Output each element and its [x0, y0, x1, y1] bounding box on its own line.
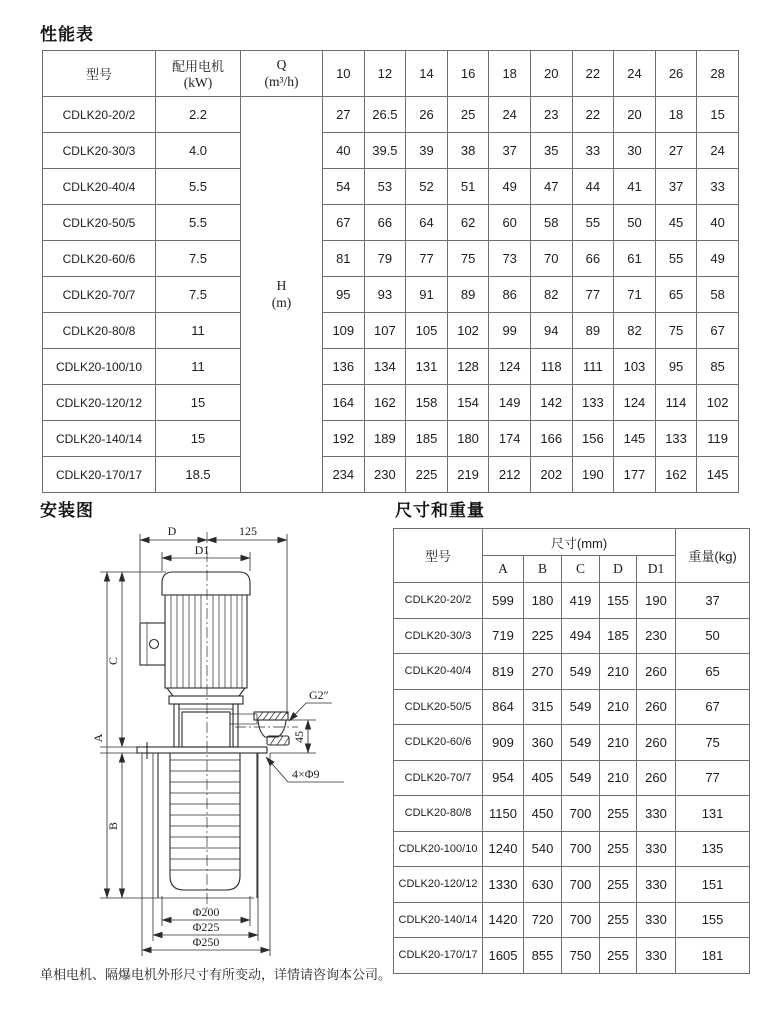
- dim-value-cell: 855: [524, 938, 562, 974]
- dim-value-cell: 230: [637, 618, 676, 654]
- dim-value-cell: 1240: [483, 831, 524, 867]
- dim-value-cell: 1150: [483, 796, 524, 832]
- dim-value-cell: 405: [524, 760, 562, 796]
- performance-row: [43, 421, 739, 457]
- model-cell: CDLK20-80/8: [394, 796, 483, 832]
- dim-label-phi225: Φ225: [192, 920, 220, 934]
- head-value-cell: 133: [572, 385, 614, 421]
- head-value-cell: 99: [489, 313, 531, 349]
- head-value-cell: 77: [572, 277, 614, 313]
- dim-label-phi250: Φ250: [192, 935, 220, 949]
- pump-head-drawing: [174, 704, 257, 747]
- performance-row: [43, 97, 739, 133]
- head-value-cell: 41: [614, 169, 656, 205]
- installation-drawing: [30, 518, 390, 964]
- model-cell: CDLK20-20/2: [394, 583, 483, 619]
- dim-value-cell: 599: [483, 583, 524, 619]
- kw-cell: 11: [156, 313, 241, 349]
- dim-value-cell: 210: [600, 725, 637, 761]
- head-value-cell: 94: [530, 313, 572, 349]
- dims-weight-col-header: 重量(kg): [676, 529, 750, 583]
- head-value-cell: 189: [364, 421, 406, 457]
- model-cell: CDLK20-80/8: [43, 313, 156, 349]
- dim-value-cell: 909: [483, 725, 524, 761]
- flow-col-header: 26: [655, 51, 697, 97]
- head-value-cell: 23: [530, 97, 572, 133]
- head-value-cell: 219: [447, 457, 489, 493]
- dimensions-row: [394, 689, 750, 725]
- head-value-cell: 185: [406, 421, 448, 457]
- kw-cell: 15: [156, 421, 241, 457]
- kw-cell: 4.0: [156, 133, 241, 169]
- performance-row: [43, 349, 739, 385]
- kw-cell: 5.5: [156, 205, 241, 241]
- flow-col-header: 16: [447, 51, 489, 97]
- model-cell: CDLK20-170/17: [394, 938, 483, 974]
- dim-value-cell: 630: [524, 867, 562, 903]
- head-value-cell: 93: [364, 277, 406, 313]
- model-col-header: 型号: [43, 51, 156, 97]
- head-value-cell: 156: [572, 421, 614, 457]
- dims-size-col-header: 尺寸(mm): [483, 529, 676, 556]
- head-value-cell: 154: [447, 385, 489, 421]
- head-value-cell: 225: [406, 457, 448, 493]
- head-value-cell: 67: [323, 205, 365, 241]
- head-value-cell: 33: [697, 169, 739, 205]
- dim-value-cell: 210: [600, 760, 637, 796]
- dim-value-cell: 419: [562, 583, 600, 619]
- dim-value-cell: 700: [562, 831, 600, 867]
- head-value-cell: 128: [447, 349, 489, 385]
- head-value-cell: 134: [364, 349, 406, 385]
- model-cell: CDLK20-20/2: [43, 97, 156, 133]
- dim-value-cell: 225: [524, 618, 562, 654]
- dim-value-cell: 315: [524, 689, 562, 725]
- model-cell: CDLK20-50/5: [43, 205, 156, 241]
- dimensions-row: [394, 725, 750, 761]
- head-value-cell: 35: [530, 133, 572, 169]
- weight-cell: 75: [676, 725, 750, 761]
- head-value-cell: 86: [489, 277, 531, 313]
- head-value-cell: 58: [697, 277, 739, 313]
- head-value-cell: 190: [572, 457, 614, 493]
- head-value-cell: 91: [406, 277, 448, 313]
- head-value-cell: 102: [447, 313, 489, 349]
- dimensions-row: [394, 796, 750, 832]
- head-value-cell: 40: [323, 133, 365, 169]
- dim-value-cell: 330: [637, 867, 676, 903]
- motor-col-header: [156, 51, 241, 97]
- model-cell: CDLK20-140/14: [394, 902, 483, 938]
- dim-value-cell: 210: [600, 654, 637, 690]
- head-value-cell: 118: [530, 349, 572, 385]
- dim-value-cell: 1420: [483, 902, 524, 938]
- weight-cell: 77: [676, 760, 750, 796]
- footnote: 单相电机、隔爆电机外形尺寸有所变动，详情请咨询本公司。: [40, 967, 392, 982]
- dim-value-cell: 260: [637, 760, 676, 796]
- model-cell: CDLK20-140/14: [43, 421, 156, 457]
- head-unit-cell: [241, 97, 323, 493]
- flow-col-header: 10: [323, 51, 365, 97]
- head-value-cell: 124: [614, 385, 656, 421]
- dim-value-cell: 954: [483, 760, 524, 796]
- head-value-cell: 103: [614, 349, 656, 385]
- dim-value-cell: 210: [600, 689, 637, 725]
- dim-value-cell: 185: [600, 618, 637, 654]
- weight-cell: 181: [676, 938, 750, 974]
- flow-col-header: 12: [364, 51, 406, 97]
- head-value-cell: 20: [614, 97, 656, 133]
- port-label: G2″: [309, 688, 329, 702]
- kw-cell: 7.5: [156, 241, 241, 277]
- weight-cell: 65: [676, 654, 750, 690]
- flow-col-header: 22: [572, 51, 614, 97]
- holes-label: 4×Φ9: [292, 767, 320, 781]
- dim-value-cell: 260: [637, 654, 676, 690]
- dim-value-cell: 260: [637, 689, 676, 725]
- weight-cell: 155: [676, 902, 750, 938]
- head-value-cell: 66: [572, 241, 614, 277]
- flow-col-header: 24: [614, 51, 656, 97]
- head-value-cell: 82: [614, 313, 656, 349]
- head-value-cell: 58: [530, 205, 572, 241]
- head-value-cell: 180: [447, 421, 489, 457]
- dims-model-col-header: 型号: [394, 529, 483, 583]
- head-value-cell: 89: [572, 313, 614, 349]
- weight-cell: 151: [676, 867, 750, 903]
- head-value-cell: 44: [572, 169, 614, 205]
- head-value-cell: 174: [489, 421, 531, 457]
- head-value-cell: 95: [323, 277, 365, 313]
- head-value-cell: 142: [530, 385, 572, 421]
- dim-value-cell: 864: [483, 689, 524, 725]
- dim-label-b: B: [106, 821, 120, 831]
- head-value-cell: 164: [323, 385, 365, 421]
- head-value-cell: 177: [614, 457, 656, 493]
- head-value-cell: 133: [655, 421, 697, 457]
- head-value-cell: 77: [406, 241, 448, 277]
- dimensions-row: [394, 938, 750, 974]
- head-value-cell: 47: [530, 169, 572, 205]
- dim-value-cell: 255: [600, 902, 637, 938]
- head-value-cell: 65: [655, 277, 697, 313]
- head-value-cell: 37: [489, 133, 531, 169]
- dim-value-cell: 720: [524, 902, 562, 938]
- kw-cell: 7.5: [156, 277, 241, 313]
- performance-row: [43, 205, 739, 241]
- head-value-cell: 52: [406, 169, 448, 205]
- flow-col-header: 20: [530, 51, 572, 97]
- head-value-cell: 71: [614, 277, 656, 313]
- dim-value-cell: 255: [600, 938, 637, 974]
- performance-table-body: [43, 97, 739, 493]
- dim-value-cell: 700: [562, 867, 600, 903]
- head-value-cell: 114: [655, 385, 697, 421]
- head-value-cell: 50: [614, 205, 656, 241]
- head-value-cell: 124: [489, 349, 531, 385]
- dim-value-cell: 549: [562, 689, 600, 725]
- dim-label-phi200: Φ200: [192, 905, 220, 919]
- head-value-cell: 73: [489, 241, 531, 277]
- flow-col-header: 18: [489, 51, 531, 97]
- dim-value-cell: 719: [483, 618, 524, 654]
- weight-cell: 50: [676, 618, 750, 654]
- head-value-cell: 55: [655, 241, 697, 277]
- head-value-cell: 26.5: [364, 97, 406, 133]
- head-value-cell: 89: [447, 277, 489, 313]
- installation-title: 安装图: [40, 501, 94, 520]
- head-value-cell: 60: [489, 205, 531, 241]
- head-value-cell: 24: [697, 133, 739, 169]
- head-value-cell: 49: [697, 241, 739, 277]
- head-value-cell: 27: [655, 133, 697, 169]
- dim-label-125: 125: [239, 524, 257, 538]
- dim-value-cell: 270: [524, 654, 562, 690]
- weight-cell: 37: [676, 583, 750, 619]
- head-value-cell: 62: [447, 205, 489, 241]
- model-cell: CDLK20-100/10: [394, 831, 483, 867]
- dim-label-d1: D1: [194, 543, 210, 557]
- performance-row: [43, 277, 739, 313]
- dim-value-cell: 190: [637, 583, 676, 619]
- head-value-cell: 45: [655, 205, 697, 241]
- head-value-cell: 158: [406, 385, 448, 421]
- performance-row: [43, 169, 739, 205]
- weight-cell: 67: [676, 689, 750, 725]
- head-value-cell: 39.5: [364, 133, 406, 169]
- dim-value-cell: 155: [600, 583, 637, 619]
- head-value-cell: 111: [572, 349, 614, 385]
- weight-cell: 131: [676, 796, 750, 832]
- model-cell: CDLK20-70/7: [43, 277, 156, 313]
- performance-row: [43, 133, 739, 169]
- head-value-cell: 27: [323, 97, 365, 133]
- dim-value-cell: 260: [637, 725, 676, 761]
- size-col-header: A: [483, 556, 524, 583]
- dim-value-cell: 255: [600, 796, 637, 832]
- dim-value-cell: 819: [483, 654, 524, 690]
- head-value-cell: 37: [655, 169, 697, 205]
- motor-col-label: 配用电机: [171, 58, 224, 74]
- size-col-header: D1: [637, 556, 676, 583]
- performance-row: [43, 457, 739, 493]
- dim-value-cell: 540: [524, 831, 562, 867]
- dim-label-45: 45: [292, 731, 306, 743]
- model-cell: CDLK20-40/4: [43, 169, 156, 205]
- model-cell: CDLK20-120/12: [43, 385, 156, 421]
- head-value-cell: 136: [323, 349, 365, 385]
- dim-value-cell: 330: [637, 831, 676, 867]
- head-value-cell: 105: [406, 313, 448, 349]
- dim-value-cell: 549: [562, 760, 600, 796]
- head-value-cell: 53: [364, 169, 406, 205]
- dimensions-row: [394, 618, 750, 654]
- head-value-cell: 40: [697, 205, 739, 241]
- model-cell: CDLK20-60/6: [43, 241, 156, 277]
- head-value-cell: 70: [530, 241, 572, 277]
- dim-label-d: D: [167, 524, 177, 538]
- weight-cell: 135: [676, 831, 750, 867]
- head-value-cell: 33: [572, 133, 614, 169]
- motor-drawing: [162, 572, 250, 704]
- dimensions-table-body: [394, 583, 750, 974]
- head-value-cell: 54: [323, 169, 365, 205]
- head-value-cell: 102: [697, 385, 739, 421]
- head-value-cell: 119: [697, 421, 739, 457]
- dim-value-cell: 330: [637, 796, 676, 832]
- kw-cell: 11: [156, 349, 241, 385]
- head-value-cell: 192: [323, 421, 365, 457]
- head-value-cell: 22: [572, 97, 614, 133]
- head-value-cell: 25: [447, 97, 489, 133]
- model-cell: CDLK20-60/6: [394, 725, 483, 761]
- dimensions-row: [394, 654, 750, 690]
- head-value-cell: 162: [655, 457, 697, 493]
- head-value-cell: 55: [572, 205, 614, 241]
- head-value-cell: 38: [447, 133, 489, 169]
- model-cell: CDLK20-170/17: [43, 457, 156, 493]
- head-value-cell: 82: [530, 277, 572, 313]
- head-value-cell: 64: [406, 205, 448, 241]
- performance-title: 性能表: [40, 25, 94, 44]
- dim-value-cell: 700: [562, 796, 600, 832]
- dimensions-row: [394, 760, 750, 796]
- q-col-unit: (m³/h): [264, 73, 299, 89]
- head-value-cell: 162: [364, 385, 406, 421]
- kw-cell: 5.5: [156, 169, 241, 205]
- head-value-cell: 18: [655, 97, 697, 133]
- model-cell: CDLK20-30/3: [394, 618, 483, 654]
- head-value-cell: 149: [489, 385, 531, 421]
- head-unit-sub: (m): [271, 294, 292, 310]
- head-value-cell: 230: [364, 457, 406, 493]
- head-value-cell: 39: [406, 133, 448, 169]
- performance-row: [43, 241, 739, 277]
- q-col-label: Q: [276, 56, 287, 72]
- model-cell: CDLK20-40/4: [394, 654, 483, 690]
- dim-value-cell: 255: [600, 831, 637, 867]
- model-cell: CDLK20-100/10: [43, 349, 156, 385]
- head-value-cell: 26: [406, 97, 448, 133]
- head-value-cell: 202: [530, 457, 572, 493]
- head-value-cell: 49: [489, 169, 531, 205]
- head-value-cell: 75: [655, 313, 697, 349]
- head-value-cell: 66: [364, 205, 406, 241]
- dims-header-row: [394, 529, 750, 556]
- kw-cell: 2.2: [156, 97, 241, 133]
- head-value-cell: 75: [447, 241, 489, 277]
- performance-header-row: [43, 51, 739, 97]
- flow-col-header-q: [241, 51, 323, 97]
- dim-value-cell: 180: [524, 583, 562, 619]
- motor-col-unit: (kW): [183, 74, 213, 90]
- head-value-cell: 166: [530, 421, 572, 457]
- dimensions-row: [394, 831, 750, 867]
- dim-value-cell: 450: [524, 796, 562, 832]
- head-value-cell: 131: [406, 349, 448, 385]
- head-value-cell: 24: [489, 97, 531, 133]
- flow-col-header: 28: [697, 51, 739, 97]
- head-value-cell: 61: [614, 241, 656, 277]
- dim-value-cell: 549: [562, 725, 600, 761]
- dim-value-cell: 1605: [483, 938, 524, 974]
- performance-table: [42, 50, 739, 493]
- dimensions-title: 尺寸和重量: [395, 501, 485, 520]
- head-value-cell: 15: [697, 97, 739, 133]
- dim-label-c: C: [106, 656, 120, 666]
- head-value-cell: 51: [447, 169, 489, 205]
- dimensions-row: [394, 902, 750, 938]
- dim-value-cell: 1330: [483, 867, 524, 903]
- head-value-cell: 79: [364, 241, 406, 277]
- head-value-cell: 109: [323, 313, 365, 349]
- kw-cell: 15: [156, 385, 241, 421]
- terminal-box: [140, 623, 165, 665]
- head-value-cell: 212: [489, 457, 531, 493]
- performance-row: [43, 313, 739, 349]
- dim-value-cell: 750: [562, 938, 600, 974]
- dim-value-cell: 255: [600, 867, 637, 903]
- flow-col-header: 14: [406, 51, 448, 97]
- head-value-cell: 107: [364, 313, 406, 349]
- size-col-header: B: [524, 556, 562, 583]
- dim-value-cell: 330: [637, 902, 676, 938]
- head-value-cell: 30: [614, 133, 656, 169]
- dimensions-row: [394, 867, 750, 903]
- head-value-cell: 145: [614, 421, 656, 457]
- model-cell: CDLK20-30/3: [43, 133, 156, 169]
- head-value-cell: 81: [323, 241, 365, 277]
- pump-barrel-drawing: [137, 742, 267, 898]
- size-col-header: C: [562, 556, 600, 583]
- head-value-cell: 85: [697, 349, 739, 385]
- dimensions-table: [393, 528, 750, 974]
- model-cell: CDLK20-120/12: [394, 867, 483, 903]
- dim-label-a: A: [91, 733, 105, 743]
- dimensions-row: [394, 583, 750, 619]
- model-cell: CDLK20-50/5: [394, 689, 483, 725]
- dimension-lines: [107, 540, 344, 950]
- head-value-cell: 234: [323, 457, 365, 493]
- dim-value-cell: 330: [637, 938, 676, 974]
- discharge-port-drawing: [235, 712, 298, 745]
- dim-value-cell: 700: [562, 902, 600, 938]
- head-value-cell: 67: [697, 313, 739, 349]
- head-unit-label: H: [276, 278, 287, 294]
- dim-value-cell: 549: [562, 654, 600, 690]
- dim-value-cell: 360: [524, 725, 562, 761]
- dim-value-cell: 494: [562, 618, 600, 654]
- head-value-cell: 145: [697, 457, 739, 493]
- size-col-header: D: [600, 556, 637, 583]
- performance-row: [43, 385, 739, 421]
- kw-cell: 18.5: [156, 457, 241, 493]
- model-cell: CDLK20-70/7: [394, 760, 483, 796]
- head-value-cell: 95: [655, 349, 697, 385]
